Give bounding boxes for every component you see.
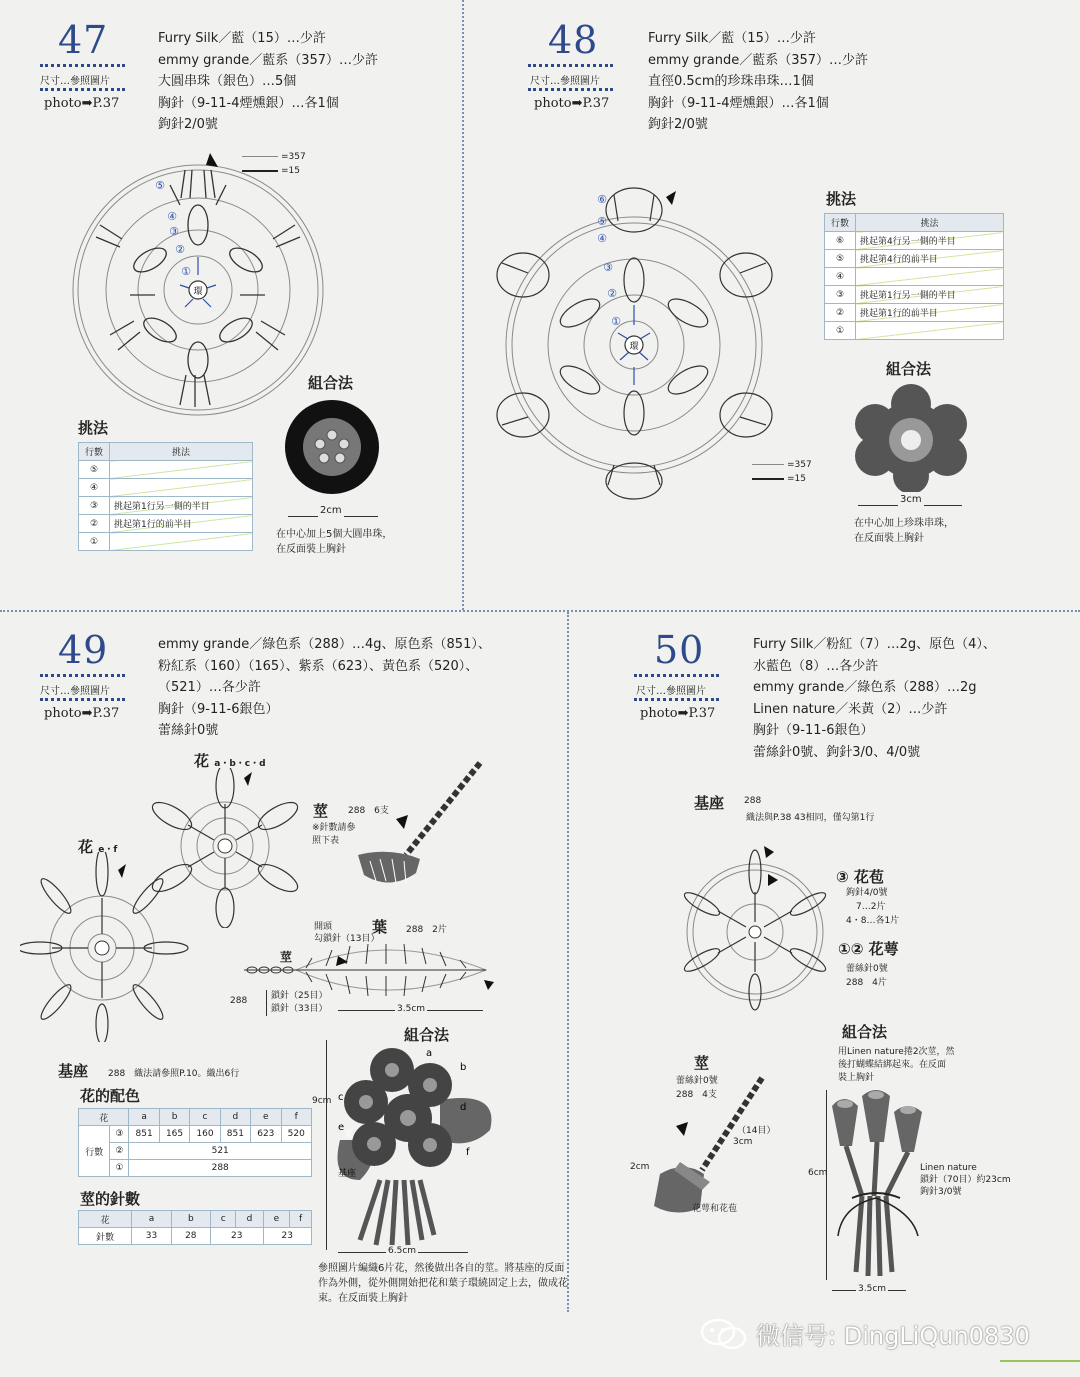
leaf-title: 葉 [372,918,388,936]
bouquet-width: 3.5cm [858,1284,887,1294]
pattern-number: 50 [654,628,705,672]
round-label: ③ [169,225,179,238]
leaf-yarn: 288 [230,996,248,1006]
photo-reference: photo➡P.37 [44,706,120,721]
bouquet-height: 6cm [808,1168,828,1178]
assembly-title: 組合法 [842,1023,888,1041]
assembly-note: 在中心加上珍珠串珠， 在反面裝上胸針 [854,518,954,544]
material-line: 胸針（9-11-4煙燻銀）…各1個 [158,95,339,111]
svg-text:c: c [338,1092,344,1103]
bud-label: 花萼和花苞 [692,1204,738,1214]
base-title: 基座 [694,794,725,812]
arrow-icon [768,874,778,886]
arrow-icon [396,815,408,829]
legend-357: =357 [281,152,306,162]
arrow-icon [484,980,494,990]
linen-spec: Linen nature 鎖針（70目）約23cm 鉤針3/0號 [920,1163,1011,1197]
start-marker-icon [666,191,676,205]
round-label: ② [175,243,185,256]
stem-illustration [350,755,490,895]
round-label: ① [181,265,191,278]
size-underline [40,88,125,91]
arrow-icon [336,956,348,966]
leaf-start-note: 開頭 勾鎖針（13目） [314,922,380,944]
size-label: 尺寸…參照圖片 [40,686,110,697]
materials-list [158,634,491,742]
round-label: ③ [603,261,613,274]
size-underline [528,88,613,91]
bract-spec: 鉤針4/0號 7…2片 4・8…各1片 [846,888,900,926]
base-text: 288 織法請參照P.10。織出6行 [108,1069,240,1079]
horizontal-divider [0,610,1080,612]
svg-text:基座: 基座 [338,1169,357,1179]
bouquet-illustration-50 [822,1086,932,1280]
stem-spec: 蕾絲針0號 288 4支 [676,1076,718,1100]
vertical-divider-top [462,0,464,610]
photo-reference: photo➡P.37 [640,706,716,721]
size-label: 尺寸…參照圖片 [530,76,600,87]
material-line: 直徑0.5cm的珍珠串珠…1個 [648,74,814,89]
leaf-stem-label: 莖 [280,950,293,964]
round-label: ⑤ [155,179,165,192]
bract-title: ③ 花苞 [836,868,884,886]
assembly-note: 用Linen nature捲2次莖，然 後打蝴蝶結綁起來。在反面 裝上胸針 [838,1047,955,1083]
vertical-divider-bottom [567,612,569,1312]
stem-quantity: 288 6支 [348,806,389,816]
material-line: 水藍色（8）…各少許 [753,658,879,674]
stem-title: 莖 [313,802,329,820]
base-title: 基座 [58,1062,89,1080]
leaf-chain-counts: 鎖針（25目） 鎖針（33目） [266,990,327,1016]
wechat-icon [700,1317,748,1351]
round-label: ⑤ [597,215,607,228]
page-bottom-rule [1000,1360,1080,1362]
leaf-quantity: 288 2片 [406,925,447,935]
calyx-title: ①② 花萼 [838,940,899,958]
material-line: Furry Silk／粉紅（7）…2g、原色（4）、 [753,637,996,652]
material-line: 胸針（9-11-4煙燻銀）…各1個 [648,95,829,111]
crochet-chart-47 [60,145,340,425]
materials-list [753,634,996,763]
pattern-number: 47 [58,18,109,62]
svg-text:葉: 葉 [344,1130,354,1140]
size-underline [40,698,125,701]
legend-15: =15 [281,166,300,176]
material-line: 鉤針2/0號 [648,117,708,132]
material-line: Furry Silk／藍（15）…少許 [648,31,816,46]
base-text: 織法與P.38 43相同，僅勾第1行 [746,813,875,823]
material-line: emmy grande／綠色系（288）…4g、原色系（851）、 [158,637,491,652]
size-label: 尺寸…參照圖片 [40,76,110,87]
dimension-label: 3cm [900,494,922,505]
number-underline [634,674,719,677]
bouquet-height: 9cm [312,1096,332,1106]
material-line: Furry Silk／藍（15）…少許 [158,31,326,46]
flower-abcd-title: 花 a・b・c・d [194,752,266,770]
technique-title: 挑法 [826,190,857,208]
start-marker-icon [118,864,126,878]
material-line: 粉紅系（160）（165）、紫系（623）、黃色系（520）、 [158,658,479,674]
stem-bud-illustration [640,1070,780,1220]
material-line: 胸針（9-11-6銀色） [753,723,874,738]
crochet-chart-48 [488,185,788,505]
round-label: ⑥ [597,193,607,206]
color-title: 花的配色 [80,1087,141,1105]
photo-reference: photo➡P.37 [44,96,120,111]
arrow-icon [676,1122,688,1136]
svg-text:f: f [466,1147,470,1158]
materials-list [648,28,868,136]
assembly-illustration-48 [852,384,970,494]
material-line: Linen nature／米黃（2）…少許 [753,701,948,717]
pattern-number: 48 [548,18,599,62]
material-line: emmy grande／藍系（357）…少許 [158,52,379,68]
svg-text:e: e [338,1122,345,1133]
material-line: 鉤針2/0號 [158,117,218,132]
number-underline [40,674,125,677]
material-line: emmy grande／藍系（357）…少許 [648,52,869,68]
round-label: ④ [597,232,607,245]
material-line: 蕾絲針0號 [158,723,219,738]
material-line: 胸針（9-11-6銀色） [158,701,279,717]
assembly-title: 組合法 [886,360,932,378]
stem-chain-count: （14目） [737,1126,776,1136]
svg-text:b: b [460,1062,467,1073]
assembly-note: 參照圖片編織6片花，然後做出各自的莖。將基座的反面 作為外側，從外側開始把花和葉子環繞固定上去，做成花 束。在反面裝上胸針 [318,1263,568,1304]
round-label: ① [611,315,621,328]
watermark [700,1316,1030,1351]
assembly-note: 在中心加上5個大圓串珠， 在反面裝上胸針 [276,529,393,555]
svg-text:a: a [426,1048,433,1059]
stem-note: ※針數請參 照下表 [312,823,356,846]
photo-reference: photo➡P.37 [534,96,610,111]
calyx-spec: 蕾絲針0號 288 4片 [846,964,888,988]
flower-chart-ef [20,852,190,1042]
leaf-width: 3.5cm [397,1004,426,1014]
material-line: emmy grande／綠色系（288）…2g [753,680,977,695]
svg-text:d: d [460,1102,467,1113]
assembly-illustration-47 [282,397,382,497]
legend-15: =15 [787,474,806,484]
material-line: 蕾絲針0號、鉤針3/0、4/0號 [753,744,921,760]
dimension-label: 2cm [320,505,342,516]
assembly-title: 組合法 [404,1026,450,1044]
watermark-text: 微信号: DingLiQun0830 [756,1322,1030,1350]
bud-chart [680,842,830,1012]
technique-table: 行數 挑法 ⑤ ④ ③ 挑起第1行另一側的半目 ② 挑起第1行的前半目 ① [78,442,253,551]
bud-size: 2cm [630,1162,650,1172]
stem-title: 莖 [694,1054,710,1072]
stem-count-title: 莖的針數 [80,1190,141,1208]
height-line [826,1090,827,1280]
bouquet-width: 6.5cm [388,1246,417,1256]
yarn-legend [242,152,306,180]
technique-table: 行數 挑法 ⑥ 挑起第4行另一側的半目 ⑤ 挑起第4行的前半目 ④ ③ 挑起第1行另一側的半目 ② 挑起第1行的前半目 ① [824,213,1004,340]
material-line: 大圓串珠（銀色）…5個 [158,74,297,89]
ring-label: 環 [629,342,639,352]
stem-count-table: 花 a b c d e f 針數 33 28 23 23 [78,1210,312,1245]
pattern-number: 49 [58,628,109,672]
stem-length: 3cm [733,1137,753,1147]
bouquet-illustration [330,1040,500,1250]
assembly-title: 組合法 [308,374,354,392]
number-underline [528,64,613,67]
technique-title: 挑法 [78,419,109,437]
materials-list [158,28,378,136]
size-label: 尺寸…參照圖片 [636,686,706,697]
round-label: ② [607,287,617,300]
legend-357: =357 [787,460,812,470]
size-underline [634,698,719,701]
ring-label: 環 [193,287,203,297]
number-underline [40,64,125,67]
color-table: 花 a b c d e f 行數 ③ 851 165 160 851 623 520 ② 521 ① 288 [78,1108,312,1177]
start-marker-icon [764,846,774,858]
flower-ef-title: 花 e・f [78,838,118,856]
base-yarn: 288 [744,796,762,806]
start-marker-icon [206,153,218,167]
round-label: ④ [167,210,177,223]
material-line: （521）…各少許 [158,680,261,695]
height-line [326,1040,327,1250]
start-marker-icon [244,772,252,786]
yarn-legend [752,460,812,488]
